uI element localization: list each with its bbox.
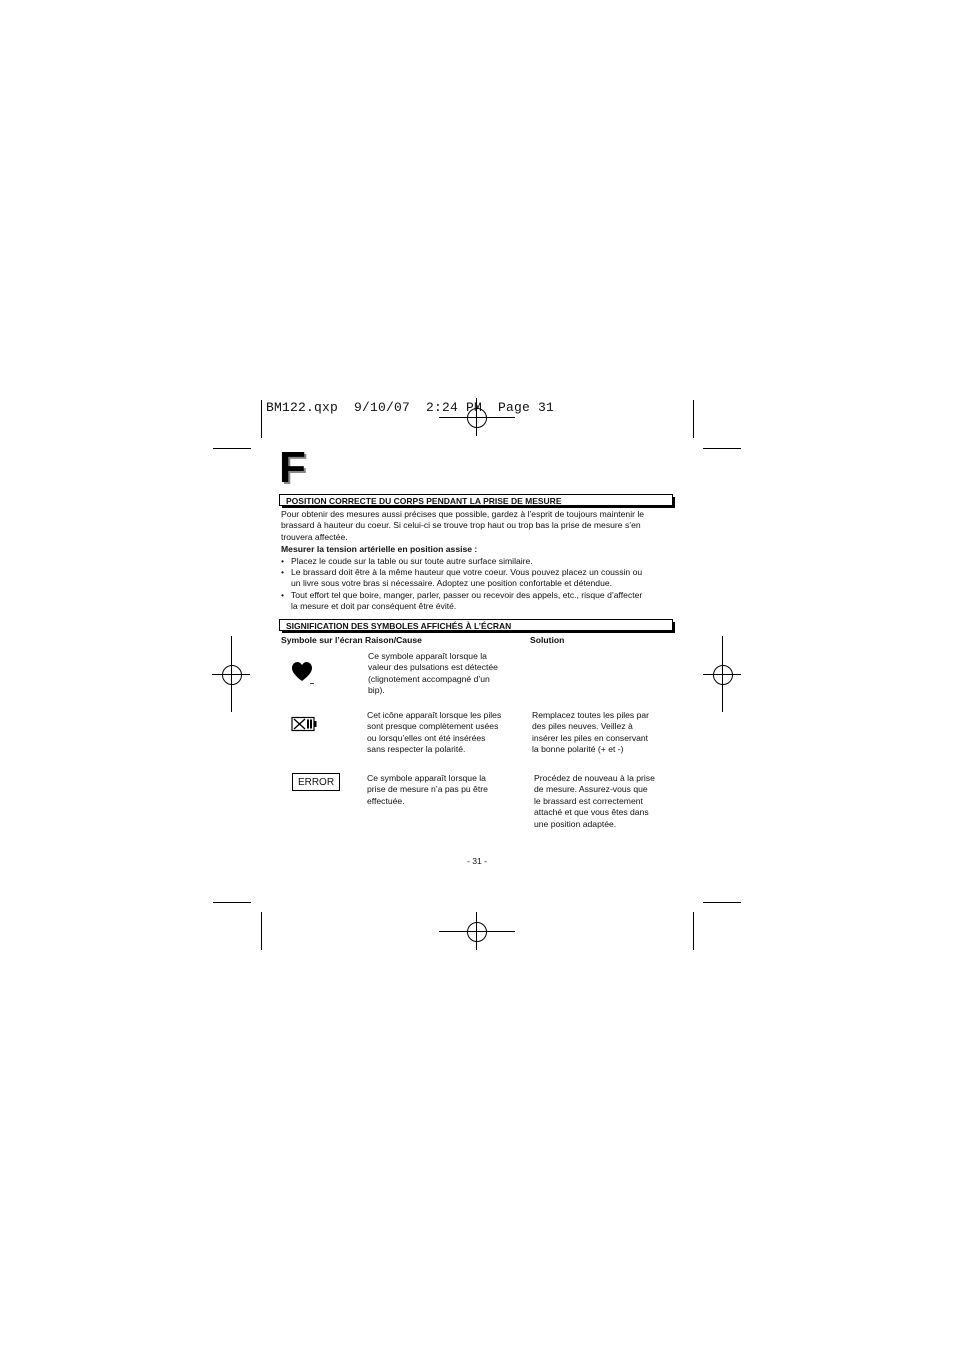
cause-text: Ce symbole apparaît lorsque la valeur des pulsations est détectée (clignotement accompagné d’un bip). [368,651,498,696]
error-symbol: ERROR [292,773,340,791]
battery-low-icon [291,716,319,737]
intro-line: trouvera affectée. [281,531,348,542]
intro-paragraph [281,509,676,543]
list-item: • Le brassard doit être à la même hauteur que votre coeur. Vous pouvez placez un coussin ou un livre sous votre bras si nécessaire. Adoptez une position confortable et détendue. [281,567,643,589]
bullet-icon: • [281,567,285,577]
solution-text: Procédez de nouveau à la prise de mesure. Assurez-vous que le brassard est correctement attaché et que vous êtes dans une position adaptée. [534,773,655,829]
intro-line: brassard à hauteur du coeur. Si celui-ci se trouve trop haut ou trop bas la prise de mesure s’en [281,520,641,531]
page-number: - 31 - [466,856,488,866]
cause-text: Ce symbole apparaît lorsque la prise de mesure n’a pas pu être effectuée. [367,773,488,806]
bullet-icon: • [281,556,285,566]
column-header-symbol-cause: Symbole sur l’écran Raison/Cause [281,635,422,645]
list-item: • Tout effort tel que boire, manger, parler, passer ou recevoir des appels, etc., risque d’affecter la mesure et doit par conséquent être évité. [281,590,643,612]
solution-text: Remplacez toutes les piles par des piles neuves. Veillez à insérer les piles en conservant la bonne polarité (+ et -) [532,710,650,755]
bullet-icon: • [281,590,285,600]
intro-line: Pour obtenir des mesures aussi précises que possible, gardez à l’esprit de toujours maintenir le [281,509,645,519]
column-header-solution: Solution [530,635,565,645]
list-item: • Placez le coude sur la table ou sur toute autre surface similaire. [281,556,533,566]
subheading: Mesurer la tension artérielle en position assise : [281,544,478,554]
section-title-position: POSITION CORRECTE DU CORPS PENDANT LA PRISE DE MESURE [279,494,673,506]
language-letter: F [279,443,306,492]
section-title-symbols: SIGNIFICATION DES SYMBOLES AFFICHÉS À L’ÉCRAN [279,619,673,631]
heart-icon [291,661,317,692]
file-header: BM122.qxp 9/10/07 2:24 PM Page 31 [266,400,555,415]
cause-text: Cet icône apparaît lorsque les piles sont presque complètement usées ou lorsqu’elles ont été insérées sans respecter la polarité. [367,710,502,755]
